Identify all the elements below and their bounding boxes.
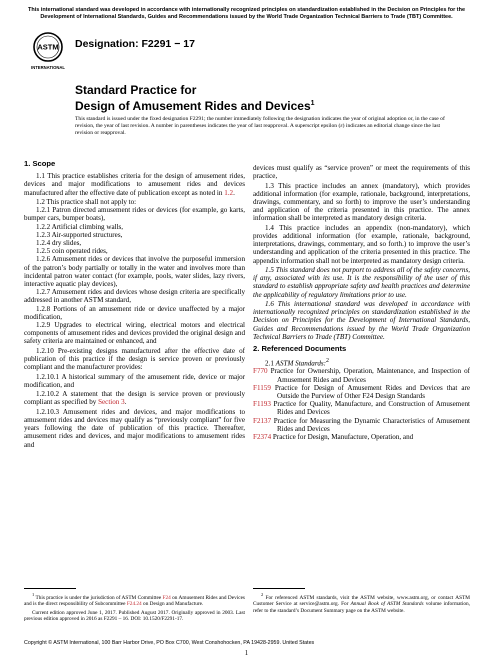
para-1-5: 1.5 This standard does not purport to address all of the safety concerns, if any, associated with its use. It is the responsibility of the user of this standard to establish appropriate safety and health practices and determine the applicability of regulatory limitations prior to use. bbox=[253, 266, 470, 299]
para-1-1: 1.1 This practice establishes criteria for the design of amusement rides, devices and major modifications to amusement rides and devices manufactured after the effective date of publication except as noted in 1.2. bbox=[24, 172, 245, 197]
footnote-2 bbox=[253, 592, 470, 616]
scope-heading: 1. Scope bbox=[24, 159, 56, 168]
link-1-2[interactable]: 1.2 bbox=[224, 188, 234, 197]
reference-code-link[interactable]: F2137 bbox=[253, 416, 272, 425]
para-1-2-9: 1.2.9 Upgrades to electrical wiring, electrical motors and electrical components of amusement rides and devices provided the original design and safety criteria are maintained or enhanced, and bbox=[24, 321, 245, 346]
reference-title: Practice for Measuring the Dynamic Characteristics of Amusement Rides and Devices bbox=[271, 416, 470, 433]
astm-logo-icon bbox=[30, 31, 66, 71]
reference-title: Practice for Quality, Manufacture, and Construction of Amusement Rides and Devices bbox=[270, 400, 470, 417]
link-f24-24[interactable]: F24.24 bbox=[126, 601, 142, 608]
wto-notice: This international standard was developed in accordance with internationally recognized principles on standardization established in the Decision on Principles for the Development of International Standards, Guides and Recommendations issued by the World Trade Organization Technical Barriers to Trade (TBT) Committee. bbox=[27, 7, 466, 20]
reference-item bbox=[253, 433, 470, 441]
para-1-2-10-1: 1.2.10.1 A historical summary of the amusement ride, device or major modification, and bbox=[24, 372, 245, 389]
referenced-documents-heading: 2. Referenced Documents bbox=[253, 343, 347, 353]
designation: Designation: F2291 − 17 bbox=[75, 38, 195, 50]
reference-item bbox=[253, 367, 470, 383]
para-1-2-6: 1.2.6 Amusement rides or devices that involve the purposeful immersion of the patron’s body partially or totally in the water and involves more than incidental patron water contact (for example, pools, water slides, lazy rivers, interactive aquatic play devices), bbox=[24, 255, 245, 289]
title-line-1: Standard Practice for bbox=[75, 83, 197, 97]
para-1-2-10: 1.2.10 Pre-existing designs manufactured after the effective date of publication of this practice if the design is service proven or previously compliant and the manufacturer provides: bbox=[24, 346, 245, 372]
document-title bbox=[75, 83, 415, 113]
copyright-notice: Copyright © ASTM International, 100 Barr Harbor Drive, PO Box C700, West Conshohocken, PA 19428-2959. United States bbox=[24, 640, 315, 646]
standard-issue-note: This standard is issued under the fixed designation F2291; the number immediately following the designation indicates the year of original adoption or, in the case of revision, the year of last revision. A number in parentheses indicates the year of last reapproval. A superscript epsilon (ε) indicates an editorial change since the last revision or reapproval. bbox=[75, 116, 445, 137]
para-1-2: 1.2 This practice shall not apply to: bbox=[36, 198, 137, 206]
para-1-2-8: 1.2.8 Portions of an amusement ride or device unaffected by a major modification, bbox=[24, 304, 245, 321]
link-f24[interactable]: F24 bbox=[162, 594, 171, 601]
footnote-1 bbox=[24, 592, 245, 624]
para-1-3: 1.3 This practice includes an annex (mandatory), which provides additional information (for example, rationale, background, interpretations, drawings, commentary, and so forth) to improve the user’s understanding and application of the criteria presented in this practice. The annex information shall be interpreted as mandatory design criteria. bbox=[253, 181, 470, 223]
right-column bbox=[253, 164, 470, 441]
para-cont: devices must qualify as “service proven” or meet the requirements of this practice, bbox=[253, 164, 470, 181]
left-column bbox=[24, 160, 245, 449]
para-1-2-2: 1.2.2 Artificial climbing walls, bbox=[36, 222, 124, 231]
footnote-1-para-1: $^1$ This practice is under the jurisdiction of ASTM Committee F24 on Amusement Rides and Devices and is the direct responsibility of Subcommittee F24.24 on Design and Manufacture. bbox=[24, 592, 245, 608]
reference-title: Practice for Design, Manufacture, Operation, and bbox=[271, 432, 414, 441]
para-1-2-3: 1.2.3 Air-supported structures, bbox=[36, 230, 123, 239]
reference-item bbox=[253, 400, 470, 416]
para-1-2-4: 1.2.4 dry slides, bbox=[36, 239, 82, 248]
reference-title: Practice for Ownership, Operation, Maintenance, and Inspection of Amusement Rides and Devices bbox=[267, 367, 470, 384]
reference-item bbox=[253, 417, 470, 433]
para-1-2-1: 1.2.1 Patron directed amusement rides or devices (for example, go karts, bumper cars, bumper boats), bbox=[24, 206, 245, 223]
para-2-1: 2.1 ASTM Standards:$^2$ bbox=[265, 357, 329, 368]
title-footnote-mark: 1 bbox=[310, 100, 315, 107]
para-1-2-10-2: 1.2.10.2 A statement that the design is service proven or previously compliant as specified by Section 3. bbox=[24, 390, 245, 407]
footnote-mark-2: 2 bbox=[326, 357, 329, 364]
para-1-2-7: 1.2.7 Amusement rides and devices whose design criteria are specifically addressed in another ASTM standard, bbox=[24, 288, 245, 305]
reference-code-link[interactable]: F770 bbox=[253, 367, 268, 376]
reference-item bbox=[253, 384, 470, 400]
para-1-2-10-3: 1.2.10.3 Amusement rides and devices, and major modifications to amusement rides and devices may qualify as “previously compliant” for five years following the date of publication of this practice. Thereafter, amusement rides and devices, and major modifications to amusement rides and bbox=[24, 407, 245, 449]
reference-code-link[interactable]: F1159 bbox=[253, 383, 271, 392]
svg-text:ASTM: ASTM bbox=[37, 42, 59, 52]
para-1-6: 1.6 This international standard was developed in accordance with internationally recognized principles on standardization established in the Decision on Principles for the Development of International Standards, Guides and Recommendations issued by the World Trade Organization Technical Barriers to Trade (TBT) Committee. bbox=[253, 300, 470, 341]
para-1-4: 1.4 This practice includes an appendix (non-mandatory), which provides additional information (for example, rationale, background, interpretations, drawings, commentary, and so forth.) to improve the user’s understanding and application of the criteria presented in this practice. The appendix information shall not be interpreted as mandatory design criteria. bbox=[253, 223, 470, 265]
para-1-2-5: 1.2.5 coin operated rides, bbox=[36, 247, 108, 256]
title-line-2: Design of Amusement Rides and Devices$^1$ bbox=[75, 99, 315, 113]
footnote-rule-left bbox=[24, 588, 76, 589]
reference-code-link[interactable]: F1193 bbox=[253, 400, 271, 409]
reference-code-link[interactable]: F2374 bbox=[253, 432, 272, 441]
logo-text: INTERNATIONAL bbox=[31, 65, 65, 70]
footnote-rule-right bbox=[253, 588, 305, 589]
link-section-3[interactable]: Section 3 bbox=[98, 398, 125, 407]
reference-list bbox=[253, 367, 470, 441]
reference-title: Practice for Design of Amusement Rides and Devices that are Outside the Purview of Other F24 Design Standards bbox=[270, 383, 470, 400]
page-number: 1 bbox=[244, 650, 249, 657]
footnote-1-para-2: Current edition approved June 1, 2017. Published August 2017. Originally approved in 2003. Last previous edition approved in 2016 as F2291 – 16. DOI: 10.1520/F2291-17. bbox=[24, 609, 245, 622]
footnote-2-para: $^2$ For referenced ASTM standards, visit the ASTM website, www.astm.org, or contact ASTM Customer Service at service@astm.org. For Annual Book of ASTM Standards volume information, refer to the standard’s Document Summary page on the ASTM website. bbox=[253, 592, 471, 614]
